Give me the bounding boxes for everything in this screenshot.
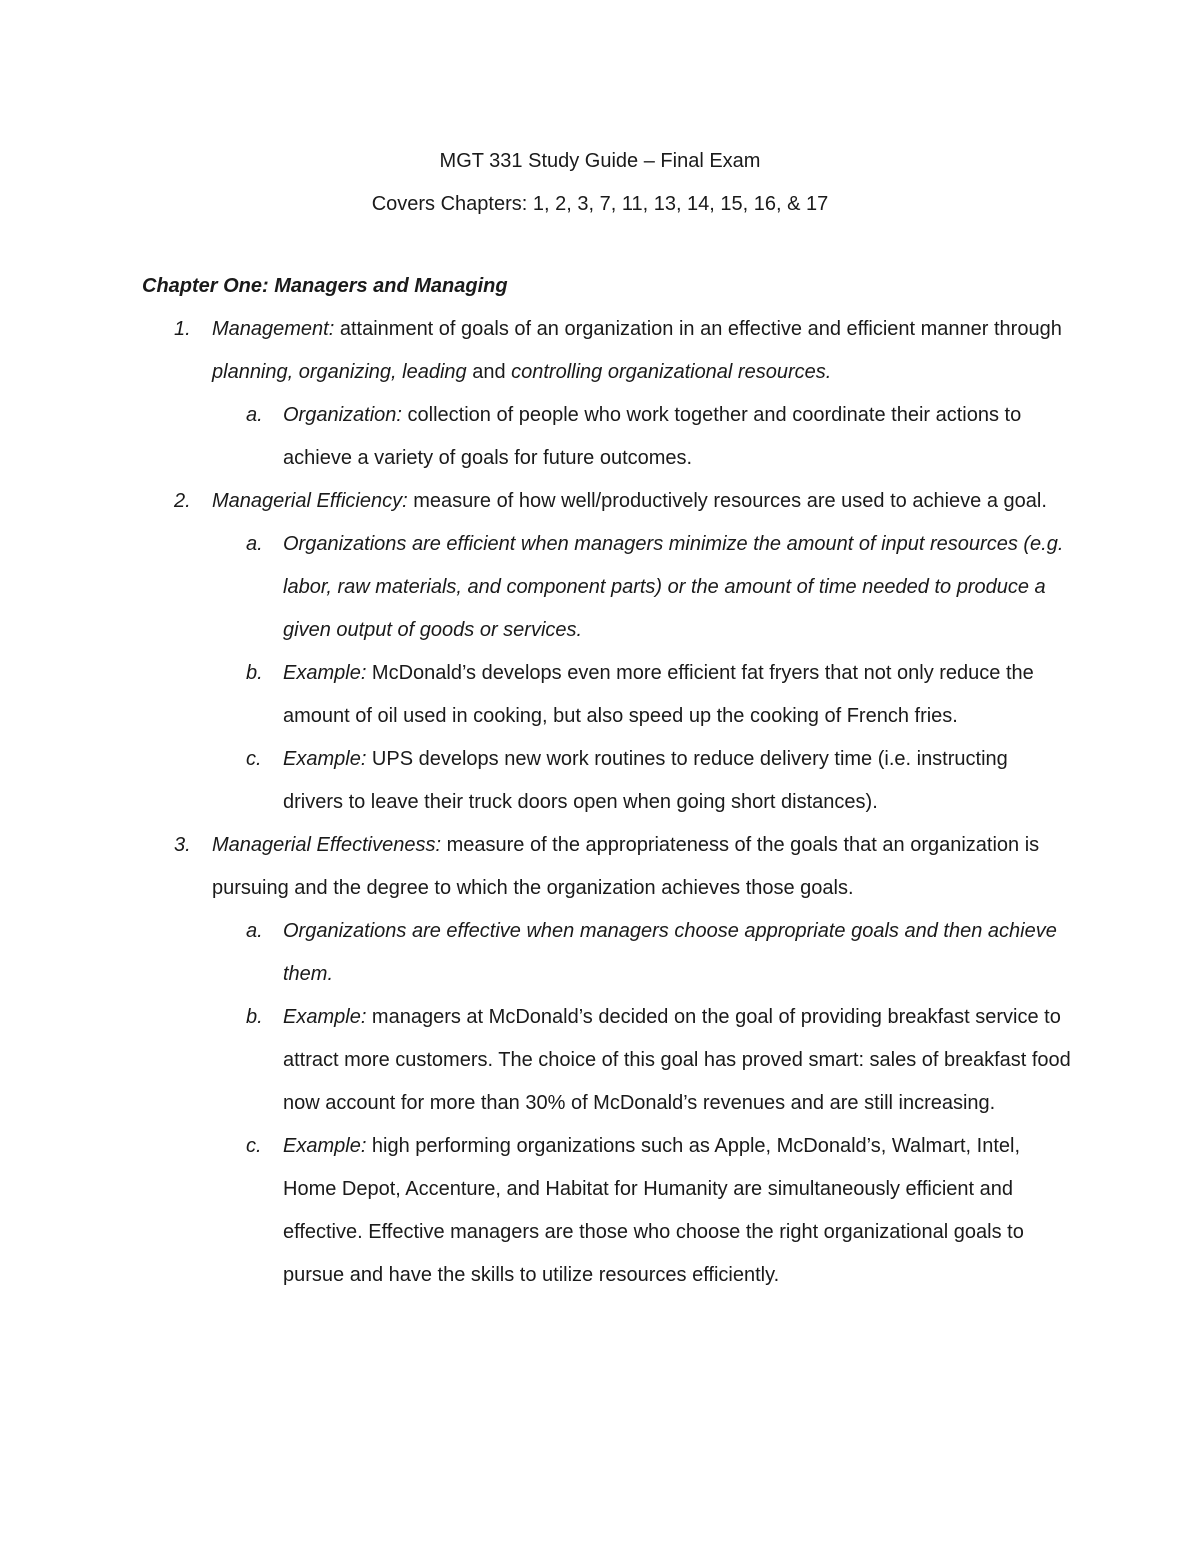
term: Managerial Efficiency: xyxy=(212,490,408,512)
definition-text: and xyxy=(466,361,512,383)
sub-list-marker: b. xyxy=(246,662,263,684)
definition-text: collection of people who work together and coordinate their actions to achieve a variety of goals for future outcomes. xyxy=(283,404,1022,469)
list-marker: 3. xyxy=(174,834,191,856)
definition-text: measure of the appropriateness of the goals that an organization is pursuing and the degree to which the organization achieves those goals. xyxy=(212,834,1040,899)
italic-statement: Organizations are effective when managers choose appropriate goals and then achieve them. xyxy=(283,920,1057,985)
list-marker: 1. xyxy=(174,318,191,340)
definition-text: UPS develops new work routines to reduce delivery time (i.e. instructing drivers to leave their truck doors open when going short distances). xyxy=(283,748,1008,813)
list-item xyxy=(142,480,1072,523)
document-content xyxy=(142,265,1072,1297)
sub-list-marker: b. xyxy=(246,1006,263,1028)
term: Management: xyxy=(212,318,335,340)
chapter-heading: Chapter One: Managers and Managing xyxy=(142,275,508,297)
sub-list-item xyxy=(142,523,1072,652)
sub-list-marker: c. xyxy=(246,1135,262,1157)
sub-list-item xyxy=(142,996,1072,1125)
term: Managerial Effectiveness: xyxy=(212,834,442,856)
list-marker: 2. xyxy=(174,490,191,512)
term: Organization: xyxy=(283,404,402,426)
definition-text: McDonald’s develops even more efficient fat fryers that not only reduce the amount of oil used in cooking, but also speed up the cooking of French fries. xyxy=(283,662,1034,727)
definition-text: attainment of goals of an organization in an effective and efficient manner through xyxy=(334,318,1062,340)
sub-list-marker: a. xyxy=(246,920,263,942)
document-title: MGT 331 Study Guide – Final Exam xyxy=(439,150,761,172)
list-item xyxy=(142,824,1072,910)
document-subtitle: Covers Chapters: 1, 2, 3, 7, 11, 13, 14, 15, 16, & 17 xyxy=(371,193,829,215)
term: Example: xyxy=(283,748,367,770)
sub-list-marker: a. xyxy=(246,404,263,426)
list-item xyxy=(142,308,1072,394)
italic-phrase: controlling organizational resources. xyxy=(511,361,832,383)
sub-list-item xyxy=(142,394,1072,480)
document-header xyxy=(0,140,1200,226)
sub-list-marker: a. xyxy=(246,533,263,555)
outline-list xyxy=(142,308,1072,1297)
sub-list-marker: c. xyxy=(246,748,262,770)
sub-list-item xyxy=(142,738,1072,824)
sub-list-item xyxy=(142,910,1072,996)
definition-text: measure of how well/productively resources are used to achieve a goal. xyxy=(407,490,1047,512)
definition-text: high performing organizations such as Apple, McDonald’s, Walmart, Intel, Home Depot, Accenture, and Habitat for Humanity are simultaneously efficient and effective. Effective managers are those who choose the right organizational goals to pursue and have the skills to utilize resources efficiently. xyxy=(283,1135,1024,1286)
term: Example: xyxy=(283,1135,367,1157)
italic-phrase: planning, organizing, leading xyxy=(212,361,467,383)
term: Example: xyxy=(283,662,367,684)
definition-text: managers at McDonald’s decided on the goal of providing breakfast service to attract more customers. The choice of this goal has proved smart: sales of breakfast food now account for more than 30% of McDonald’s revenues and are still increasing. xyxy=(283,1006,1071,1114)
term: Example: xyxy=(283,1006,367,1028)
sub-list-item xyxy=(142,1125,1072,1297)
italic-statement: Organizations are efficient when managers minimize the amount of input resources (e.g. labor, raw materials, and component parts) or the amount of time needed to produce a given output of goods or services. xyxy=(283,533,1064,641)
sub-list-item xyxy=(142,652,1072,738)
